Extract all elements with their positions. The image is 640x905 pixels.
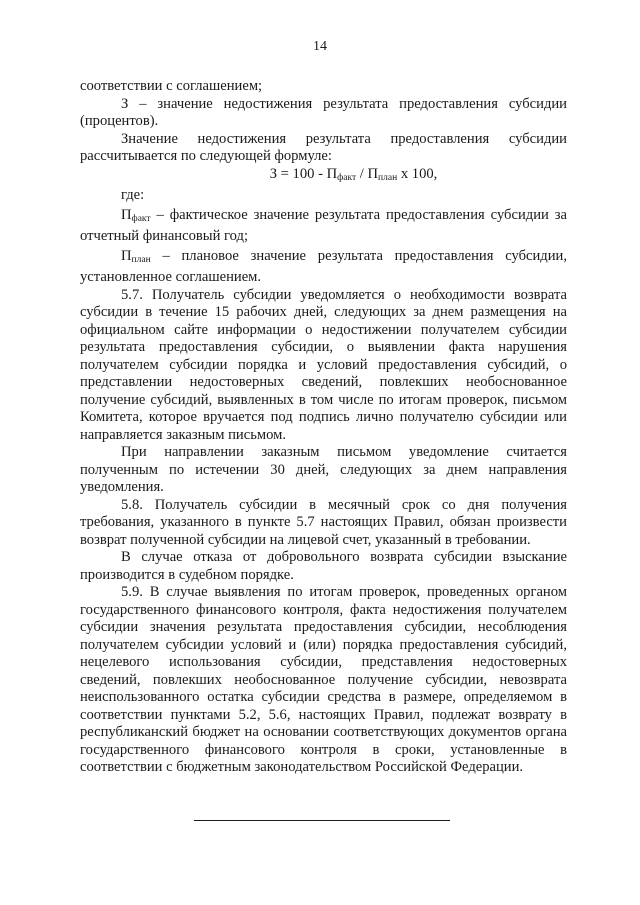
definition-plan-text: – плановое значение результата предоставления субсидии, установленное соглашением. — [80, 247, 567, 285]
definition-fact-symbol: П — [121, 206, 132, 223]
definition-plan — [80, 248, 567, 287]
formula-sub-fact: факт — [337, 172, 357, 183]
paragraph-z-definition: З – значение недостижения результата предоставления субсидии (процентов). — [80, 95, 567, 129]
definition-plan-sub: план — [131, 254, 151, 265]
formula-mid: / П — [356, 165, 379, 182]
definition-fact — [80, 207, 567, 246]
definition-plan-symbol: П — [121, 247, 132, 264]
paragraph-5-7: 5.7. Получатель субсидии уведомляется о необходимости возврата субсидии в течение 15 рабочих дней, следующих за днем размещения на официальном сайте информации о недостижении получателем субсидии результата предоставления субсидии, о выявлении факта нарушения получателем субсидии порядка и условий предоставления субсидий, о представлении недостоверных сведений, повлекших необоснованное получение субсидий, выявленных в том числе по итогам проверок, письмом Комитета, которое вручается под подпись лично получателю субсидии или направляется заказным письмом. — [80, 286, 567, 443]
paragraph-5-7-registered-mail: При направлении заказным письмом уведомление считается полученным по истечении 30 дней, следующих за днем направления уведомления. — [80, 444, 567, 495]
page-number: 14 — [313, 39, 327, 54]
definition-fact-text: – фактическое значение результата предоставления субсидии за отчетный финансовый год; — [80, 206, 567, 244]
formula-sub-plan: план — [378, 172, 398, 183]
formula-lhs: З = 100 - П — [269, 165, 338, 182]
paragraph-5-8: 5.8. Получатель субсидии в месячный срок со дня получения требования, указанного в пункте 5.7 настоящих Правил, обязан произвести возврат полученной субсидии на лицевой счет, указанный в требовании. — [80, 496, 567, 548]
footer-divider — [194, 820, 450, 821]
formula-rhs: x 100, — [397, 165, 438, 182]
where-label: где: — [121, 187, 145, 203]
document-body — [80, 78, 567, 777]
paragraph-5-9: 5.9. В случае выявления по итогам проверок, проведенных органом государственного финансового контроля, факта недостижения получателем субсидии значения результата предоставления субсидии, несоблюдения получателем субсидии условий и (или) порядка предоставления субсидий, нецелевого использования субсидии, представления недостоверных сведений, повлекших необоснованное получение субсидии, невозврата неиспользованного остатка субсидии средства в размере, определяемом в соответствии пунктами 5.2, 5.6, настоящих Правил, подлежат возврату в республиканский бюджет на основании соответствующих документов органа государственного финансового контроля в сроки, установленные в соответствии с бюджетным законодательством Российской Федерации. — [80, 584, 567, 775]
paragraph-5-8-refusal: В случае отказа от добровольного возврата субсидии взыскание производится в судебном порядке. — [80, 549, 567, 583]
paragraph-continuation: соответствии с соглашением; — [80, 78, 263, 94]
formula — [80, 166, 567, 188]
paragraph-formula-intro: Значение недостижения результата предоставления субсидии рассчитывается по следующей формуле: — [80, 130, 567, 164]
definition-fact-sub: факт — [131, 213, 151, 224]
